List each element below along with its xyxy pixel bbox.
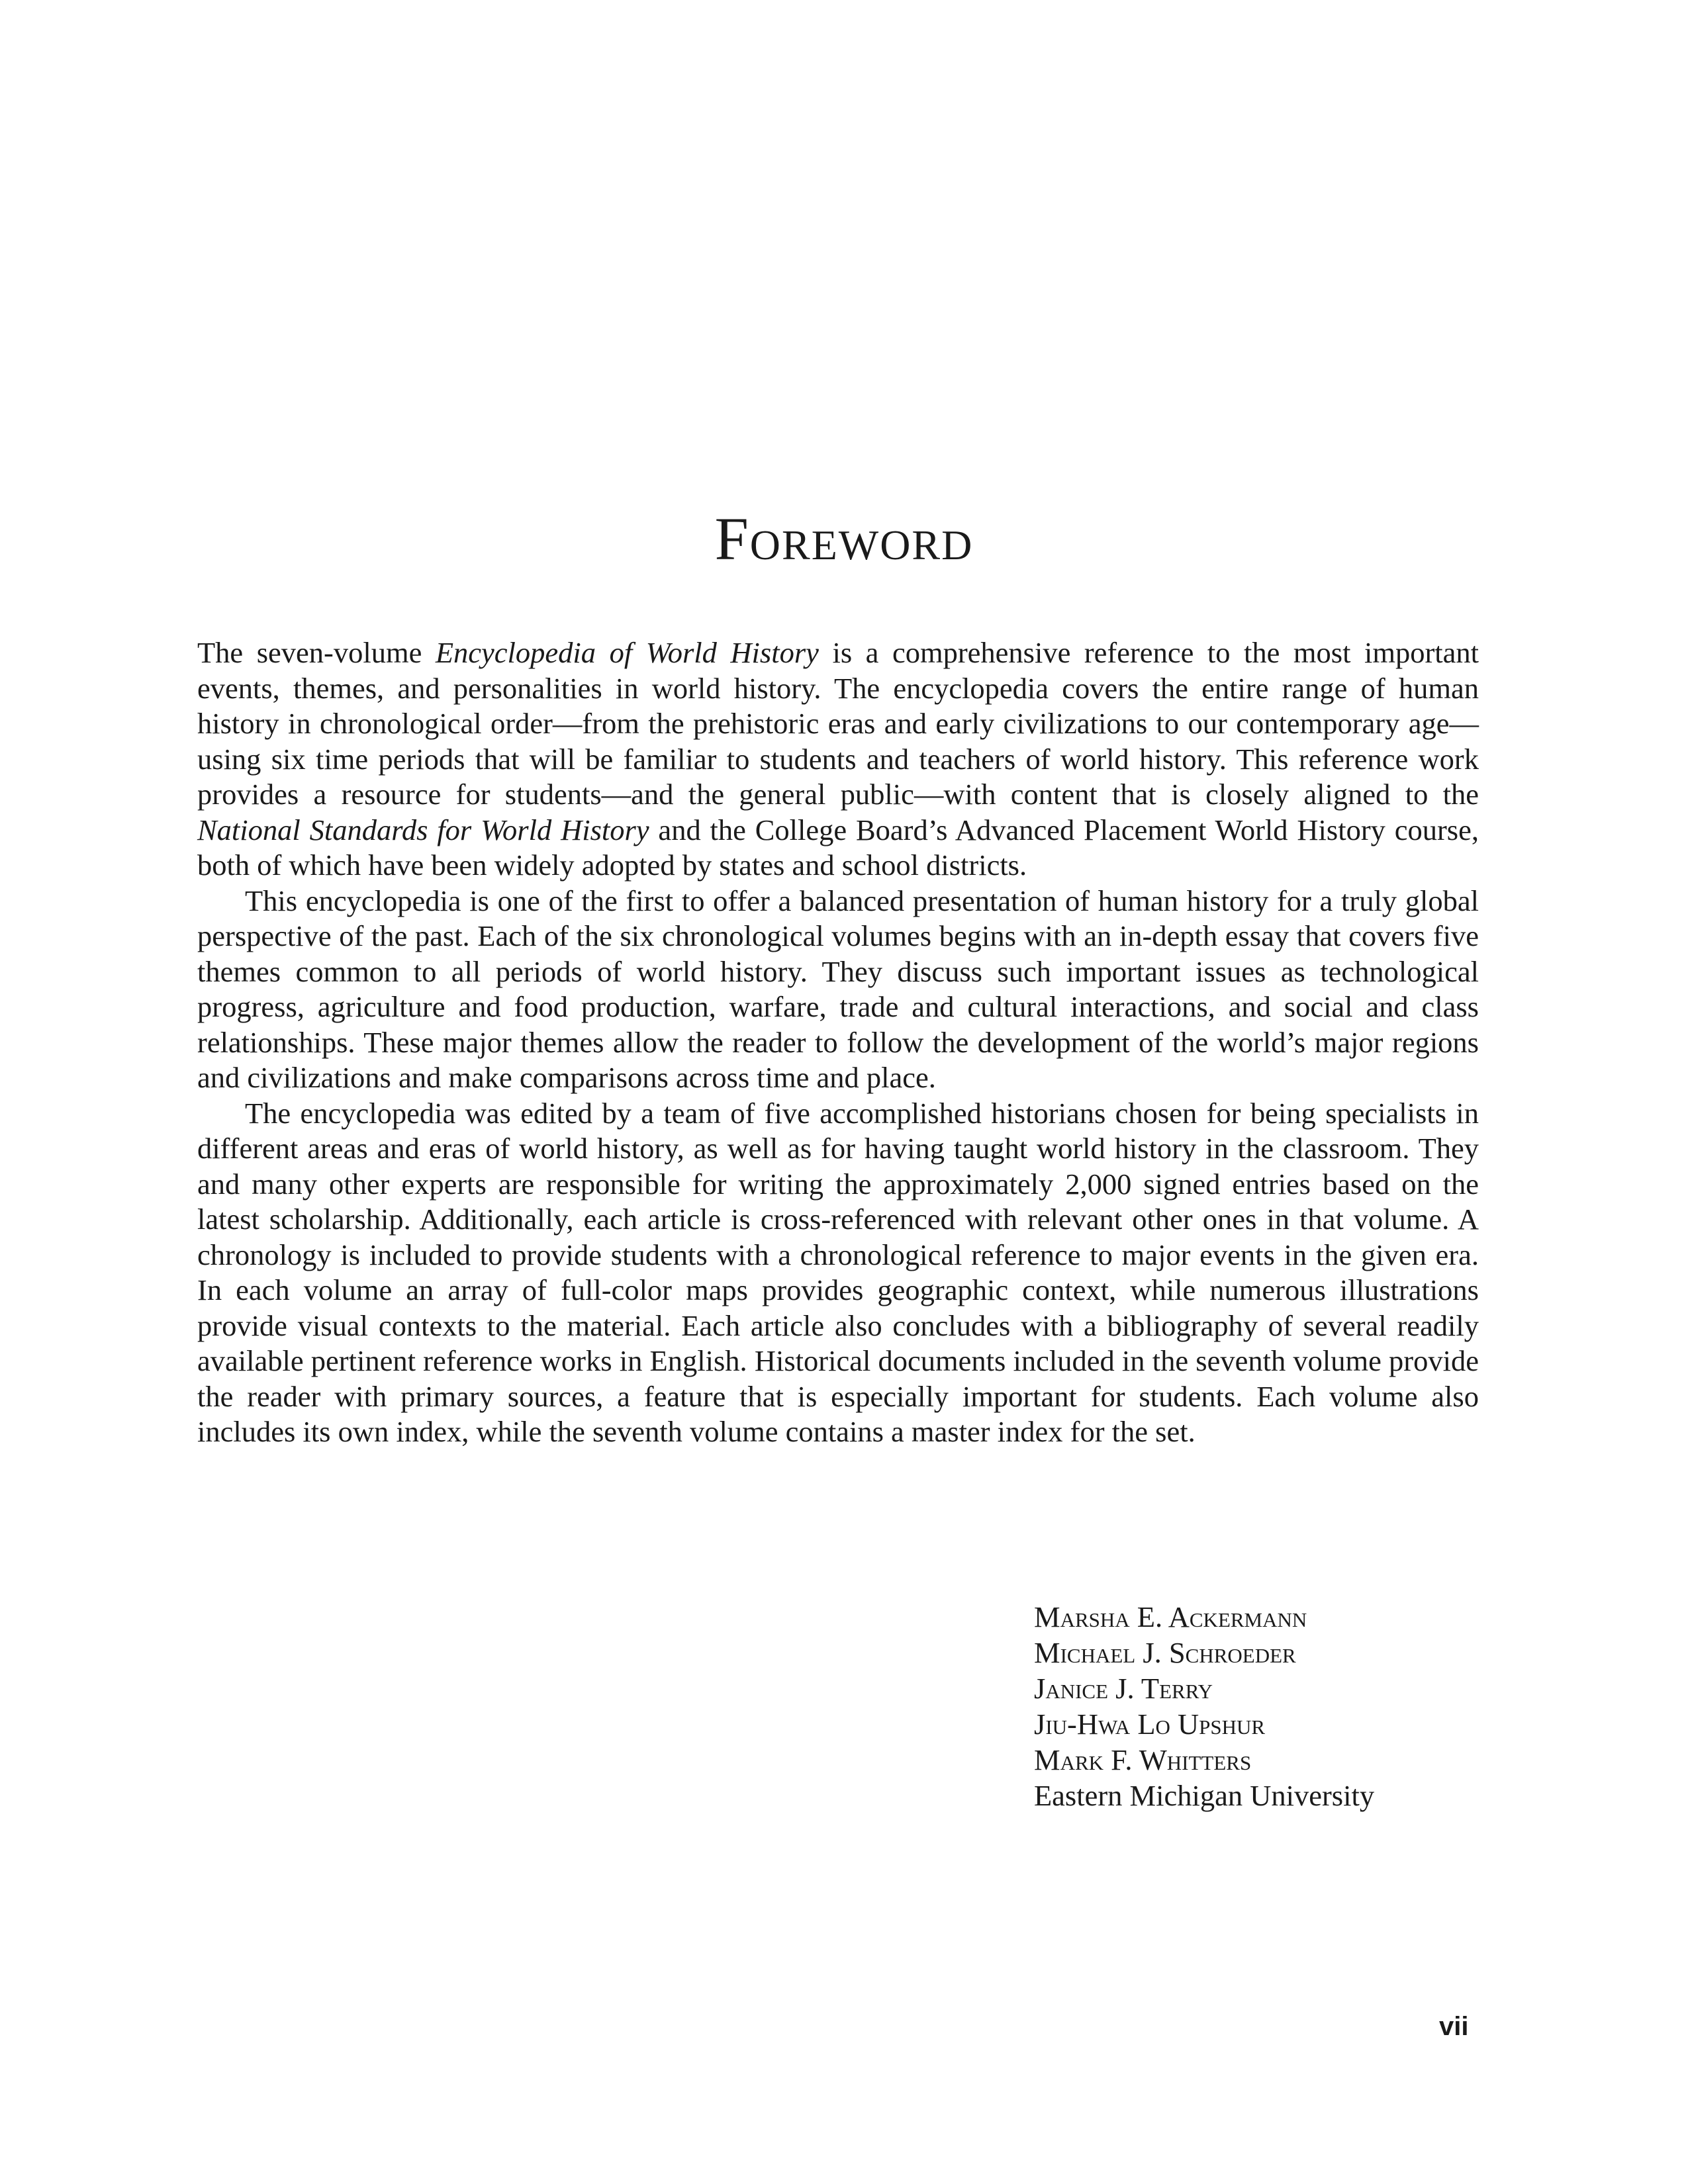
italic-title-text: National Standards for World History — [197, 813, 649, 846]
editor-name: Janice J. Terry — [1034, 1672, 1213, 1705]
foreword-body — [197, 635, 1479, 1450]
editor-name: Mark F. Whitters — [1034, 1743, 1252, 1776]
paragraph-text: is a comprehensive reference to the most important events, themes, and personalities in world history. The encyclopedia covers the entire range of human history in chronological order—from the prehistoric eras and early civilizations to our contemporary age—using six time periods that will be familiar to students and teachers of world history. This reference work provides a resource for students—and the general public—with content that is closely aligned to the — [197, 636, 1479, 811]
body-paragraph — [197, 884, 1479, 1096]
paragraph-text: This encyclopedia is one of the first to offer a balanced presentation of human history for a truly global perspective of the past. Each of the six chronological volumes begins with an in-depth essay that covers five themes common to all periods of world history. They discuss such important issues as technological progress, agriculture and food production, warfare, trade and cultural interactions, and social and class relationships. These major themes allow the reader to follow the development of the world’s major regions and civilizations and make comparisons across time and place. — [197, 884, 1479, 1094]
paragraph-text: The seven-volume — [197, 636, 436, 669]
editor-name: Marsha E. Ackermann — [1034, 1600, 1307, 1633]
italic-title-text: Encyclopedia of World History — [435, 636, 819, 669]
editor-affiliation: Eastern Michigan University — [1034, 1779, 1375, 1812]
page-title: Foreword — [714, 505, 974, 572]
page-number: vii — [1439, 2012, 1469, 2041]
paragraph-text: and the College Board’s Advanced Placement World History course, both of which have been widely adopted by states and school districts. — [197, 813, 1479, 882]
editor-signature-block — [1034, 1599, 1374, 1813]
body-paragraph — [197, 1096, 1479, 1450]
editor-name: Jiu-Hwa Lo Upshur — [1034, 1707, 1266, 1741]
editor-name: Michael J. Schroeder — [1034, 1636, 1296, 1669]
body-paragraph — [197, 635, 1479, 884]
paragraph-text: The encyclopedia was edited by a team of five accomplished historians chosen for being specialists in different areas and eras of world history, as well as for having taught world history in the classroom. They and many other experts are responsible for writing the approximately 2,000 signed entries based on the latest scholarship. Additionally, each article is cross-referenced with relevant other ones in that volume. A chronology is included to provide students with a chronological reference to major events in the given era. In each volume an array of full-color maps provides geographic context, while numerous illustrations provide visual contexts to the material. Each article also concludes with a bibliography of several readily available pertinent reference works in English. Historical documents included in the seventh volume provide the reader with primary sources, a feature that is especially important for students. Each volume also includes its own index, while the seventh volume contains a master index for the set. — [197, 1096, 1479, 1448]
